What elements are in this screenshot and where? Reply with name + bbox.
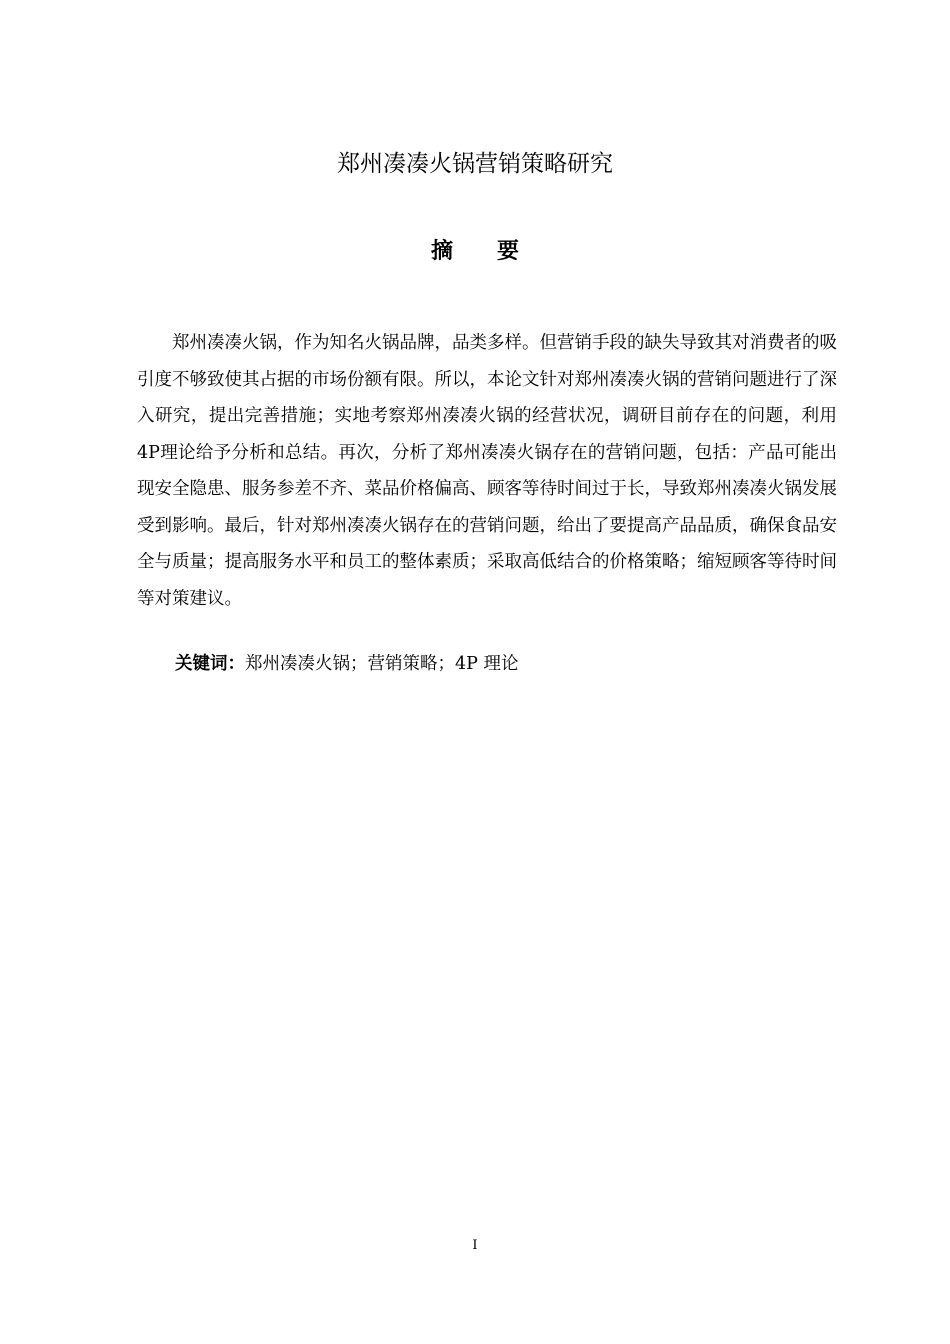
paper-title: 郑州凑凑火锅营销策略研究 (337, 151, 613, 177)
keywords-text: 郑州凑凑火锅；营销策略；4P 理论 (245, 654, 519, 674)
abstract-paragraph: 郑州凑凑火锅，作为知名火锅品牌，品类多样。但营销手段的缺失导致其对消费者的吸引度不够致使其占据的市场份额有限。所以，本论文针对郑州凑凑火锅的营销问题进行了深入研究，提出完善措施；实地考察郑州凑凑火锅的经营状况，调研目前存在的问题，利用4P理论给予分析和总结。再次，分析了郑州凑凑火锅存在的营销问题，包括：产品可能出现安全隐患、服务参差不齐、菜品价格偏高、顾客等待时间过于长，导致郑州凑凑火锅发展受到影响。最后，针对郑州凑凑火锅存在的营销问题，给出了要提高产品品质，确保食品安全与质量；提高服务水平和员工的整体素质；采取高低结合的价格策略；缩短顾客等待时间等对策建议。 (137, 333, 837, 609)
abstract-heading-char-2: 要 (497, 239, 520, 264)
keywords-line (175, 646, 837, 682)
keywords-label: 关键词： (175, 654, 245, 674)
page-number: I (472, 1238, 478, 1253)
abstract-heading (0, 234, 950, 270)
abstract-heading-char-1: 摘 (430, 239, 453, 264)
